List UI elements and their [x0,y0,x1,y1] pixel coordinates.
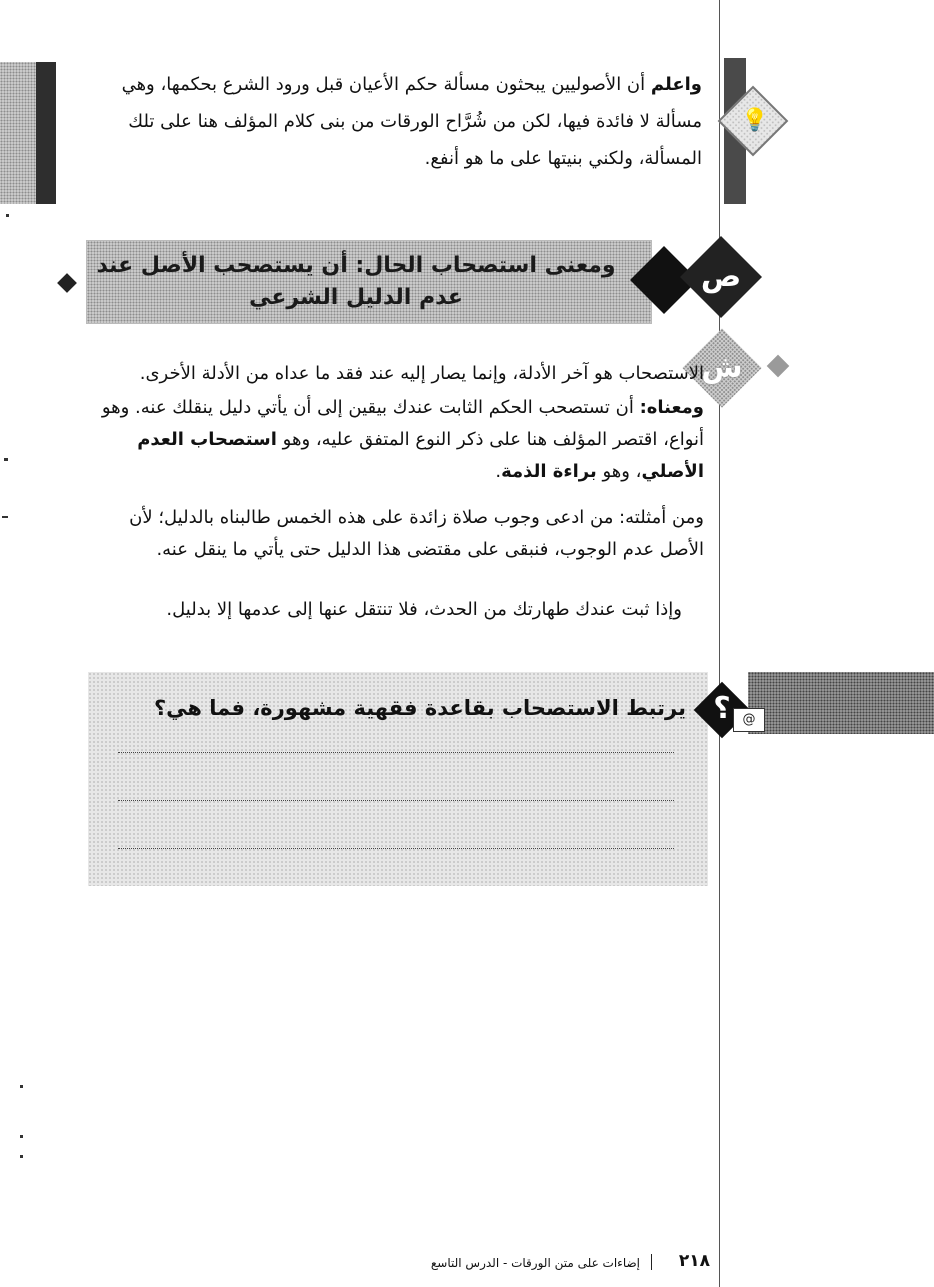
question-mark-icon: ؟ [713,691,731,726]
matn-heading-text: ومعنى استصحاب الحال: أن يستصحب الأصل عند عدم الدليل الشرعي [96,253,616,310]
email-at-icon: @ [733,708,765,732]
note-body: أن الأصوليين يبحثون مسألة حكم الأعيان قبل ورود الشرع بحكمها، وهي مسألة لا فائدة فيها، لكن من شُرَّاح الورقات من بنى كلام المؤلف هنا على تلك المسألة، ولكني بنيتها على ما هو أنفع. [121,74,702,169]
answer-line[interactable] [118,800,674,801]
margin-dot [20,1155,23,1158]
right-margin-rule [719,0,720,1287]
sharh-paragraph-3: ومن أمثلته: من ادعى وجوب صلاة زائدة على هذه الخمس طالبناه بالدليل؛ لأن الأصل عدم الوجوب، فنبقى على مقتضى هذا الدليل حتى يأتي ما ينقل عنه. [129,507,704,560]
note-left-bar [36,62,56,204]
sharh-p2-b: ، وهو [596,461,642,482]
note-left-texture [0,62,36,204]
sharh-p2-a: أن تستصحب الحكم الثابت عندك بيقين إلى أن يأتي دليل ينقلك عنه. وهو أنواع، اقتصر المؤلف هنا على ذكر النوع المتفق عليه، وهو [101,397,704,450]
sharh-paragraph-4: وإذا ثبت عندك طهارتك من الحدث، فلا تنتقل عنها إلى عدمها إلا بدليل. [166,599,682,620]
margin-dot [4,458,8,461]
footer-separator [651,1254,652,1270]
margin-dot [20,1135,23,1138]
lightbulb-icon: 💡 [741,108,769,133]
matn-badge-letter: ص [700,259,742,294]
note-paragraph [80,66,702,177]
answer-line[interactable] [118,848,674,849]
answer-line[interactable] [118,752,674,753]
footer-title: إضاءات على متن الورقات - الدرس التاسع [430,1256,640,1270]
sharh-paragraph-2 [84,392,704,488]
sharh-paragraph-1: الاستصحاب هو آخر الأدلة، وإنما يصار إليه عند فقد ما عداه من الأدلة الأخرى. [139,363,704,384]
diamond-icon [767,355,790,378]
sharh-p2-c: . [495,461,502,482]
question-text: يرتبط الاستصحاب بقاعدة فقهية مشهورة، فما هي؟ [154,696,686,720]
sharh-p2-term2: براءة الذمة [501,461,597,482]
sharh-p2-lead: ومعناه: [639,397,704,418]
sharh-badge-letter: ش [701,350,743,385]
margin-dot [2,516,8,518]
note-lead: واعلم [650,74,702,95]
margin-dot [20,1085,23,1088]
diamond-icon [57,273,77,293]
page-number: ٢١٨ [678,1251,710,1271]
question-right-texture [748,672,934,734]
margin-dot [6,214,9,217]
sharh-p2-term1: استصحاب العدم الأصلي [137,429,704,482]
